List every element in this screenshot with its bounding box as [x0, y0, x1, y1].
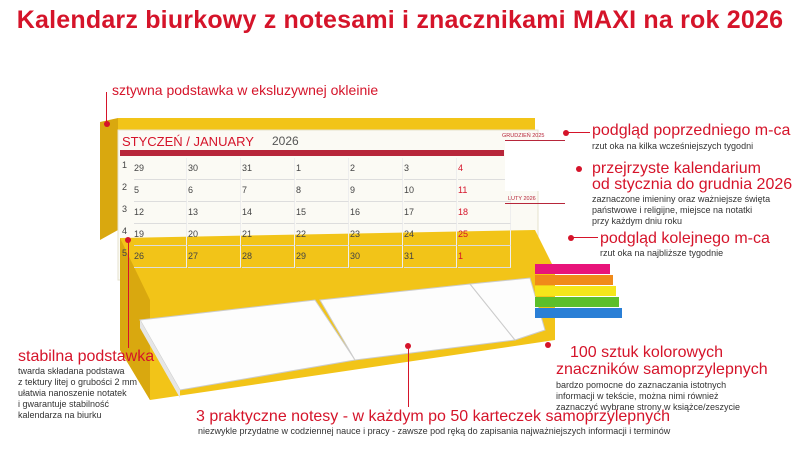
calendar-day-cell: [458, 202, 511, 224]
year-mini-dot: [576, 166, 582, 172]
calendar-day-cell: [458, 158, 511, 180]
calendar-day-number: 14: [242, 207, 253, 217]
calendar-weekday-bar: [120, 150, 504, 156]
base-line: [128, 240, 129, 348]
next-month-sub: rzut oka na najbliższe tygodnie: [600, 248, 724, 258]
calendar-day-cell: [134, 224, 187, 246]
calendar-day-number: 4: [458, 163, 464, 173]
calendar-day-cell: [188, 180, 241, 202]
calendar-day-number: 20: [188, 229, 199, 239]
prev-month-dot: [563, 130, 569, 136]
calendar-day-number: 16: [350, 207, 361, 217]
page-title: Kalendarz biurkowy z notesami i znacznikami MAXI na rok 2026: [16, 6, 784, 34]
calendar-year: 2026: [272, 134, 299, 148]
calendar-day-number: 3: [404, 163, 410, 173]
prev-mini-title: GRUDZIEŃ 2025: [502, 133, 545, 139]
calendar-grid: [120, 158, 504, 270]
tabs-label-2: znaczników samoprzylepnych: [556, 361, 768, 378]
calendar-day-number: 1: [296, 163, 302, 173]
calendar-day-cell: [188, 224, 241, 246]
calendar-day-number: 30: [350, 251, 361, 261]
year-mini-sub-3: przy każdym dniu roku: [592, 216, 683, 226]
tabs-dot: [545, 342, 551, 348]
notes-sub: niezwykle przydatne w codziennej nauce i pracy - zawsze pod ręką do zapisania najważniejszych informacji i terminów: [198, 426, 671, 436]
calendar-day-number: 2: [350, 163, 356, 173]
calendar-day-cell: [350, 158, 403, 180]
next-month-label: podgląd kolejnego m-ca: [600, 230, 770, 247]
calendar-day-number: 31: [404, 251, 415, 261]
calendar-day-number: 5: [134, 185, 140, 195]
calendar-day-number: 30: [188, 163, 199, 173]
calendar-day-cell: [242, 180, 295, 202]
calendar-day-number: 8: [296, 185, 302, 195]
calendar-day-cell: [296, 224, 349, 246]
calendar-day-cell: [134, 246, 187, 268]
calendar-day-number: 1: [458, 251, 464, 261]
week-number: 5: [122, 248, 128, 258]
calendar-day-number: 11: [458, 185, 468, 195]
calendar-day-number: 23: [350, 229, 361, 239]
tabs-sub-3: zaznaczyć wybrane strony w książce/zeszycie: [556, 402, 741, 412]
calendar-day-cell: [134, 180, 187, 202]
year-mini-label-2: od stycznia do grudnia 2026: [592, 176, 793, 193]
base-label: stabilna podstawka: [18, 348, 155, 365]
prev-month-label: podgląd poprzedniego m-ca: [592, 122, 791, 139]
next-month-line: [573, 237, 598, 238]
calendar-day-cell: [458, 246, 511, 268]
calendar-day-number: 28: [242, 251, 253, 261]
year-mini-label: przejrzyste kalendarium: [592, 160, 761, 177]
calendar-day-cell: [458, 180, 511, 202]
calendar-day-cell: [188, 202, 241, 224]
week-number: 1: [122, 160, 128, 170]
prev-mini-calendar: [505, 140, 565, 191]
tabs-sub-1: bardzo pomocne do zaznaczania istotnych: [556, 380, 727, 390]
tabs-label: 100 sztuk kolorowych: [570, 344, 723, 361]
calendar-day-cell: [458, 224, 511, 246]
stand-line: [106, 92, 107, 122]
calendar-day-cell: [350, 246, 403, 268]
calendar-day-cell: [404, 246, 457, 268]
calendar-day-number: 10: [404, 185, 415, 195]
calendar-day-cell: [296, 246, 349, 268]
base-sub-1: twarda składana podstawa: [18, 366, 125, 376]
calendar-day-number: 21: [242, 229, 253, 239]
calendar-day-number: 19: [134, 229, 145, 239]
calendar-day-number: 29: [134, 163, 145, 173]
calendar-day-cell: [242, 246, 295, 268]
calendar-day-cell: [242, 224, 295, 246]
calendar-day-cell: [134, 158, 187, 180]
calendar-month: STYCZEŃ / JANUARY: [122, 134, 254, 149]
calendar-day-cell: [404, 158, 457, 180]
calendar-day-cell: [242, 158, 295, 180]
week-number: 4: [122, 226, 128, 236]
calendar-day-cell: [296, 180, 349, 202]
notes-line: [408, 349, 409, 407]
calendar-day-number: 26: [134, 251, 145, 261]
calendar-day-number: 31: [242, 163, 253, 173]
calendar-day-cell: [242, 202, 295, 224]
base-sub-4: i gwarantuje stabilność: [18, 399, 110, 409]
base-sub-5: kalendarza na biurku: [18, 410, 102, 420]
calendar-day-number: 24: [404, 229, 415, 239]
calendar-day-number: 7: [242, 185, 248, 195]
calendar-day-cell: [350, 202, 403, 224]
stand-label: sztywna podstawka w eksluzywnej okleinie: [112, 82, 379, 98]
prev-month-sub: rzut oka na kilka wcześniejszych tygodni: [592, 141, 754, 151]
calendar-day-cell: [350, 180, 403, 202]
calendar-day-number: 18: [458, 207, 469, 217]
calendar-day-cell: [404, 224, 457, 246]
calendar-day-number: 9: [350, 185, 356, 195]
prev-month-line: [568, 132, 590, 133]
calendar-day-cell: [188, 246, 241, 268]
calendar-day-number: 25: [458, 229, 469, 239]
stand-dot: [104, 121, 110, 127]
calendar-day-cell: [134, 202, 187, 224]
year-mini-sub-1: zaznaczone imieniny oraz ważniejsze święta: [592, 194, 771, 204]
base-sub-2: z tektury litej o grubości 2 mm: [18, 377, 138, 387]
week-number: 3: [122, 204, 128, 214]
base-sub-3: ułatwia nanoszenie notatek: [18, 388, 127, 398]
calendar-day-number: 6: [188, 185, 194, 195]
next-mini-calendar: [505, 203, 565, 249]
calendar-day-cell: [350, 224, 403, 246]
calendar-day-number: 29: [296, 251, 307, 261]
calendar-day-number: 15: [296, 207, 307, 217]
calendar-day-cell: [296, 158, 349, 180]
calendar-day-number: 22: [296, 229, 307, 239]
calendar-day-cell: [404, 180, 457, 202]
calendar-day-number: 12: [134, 207, 145, 217]
tabs-sub-2: informacji w tekście, można nimi również: [556, 391, 719, 401]
calendar-day-number: 17: [404, 207, 415, 217]
calendar-day-number: 13: [188, 207, 199, 217]
next-mini-title: LUTY 2026: [508, 196, 536, 202]
calendar-day-cell: [404, 202, 457, 224]
notes-label: 3 praktyczne notesy - w każdym po 50 karteczek samoprzylepnych: [196, 408, 670, 425]
year-mini-sub-2: państwowe i religijne, miejsce na notatki: [592, 205, 753, 215]
next-month-dot: [568, 235, 574, 241]
week-number: 2: [122, 182, 128, 192]
calendar-day-cell: [188, 158, 241, 180]
calendar-day-cell: [296, 202, 349, 224]
calendar-day-number: 27: [188, 251, 199, 261]
